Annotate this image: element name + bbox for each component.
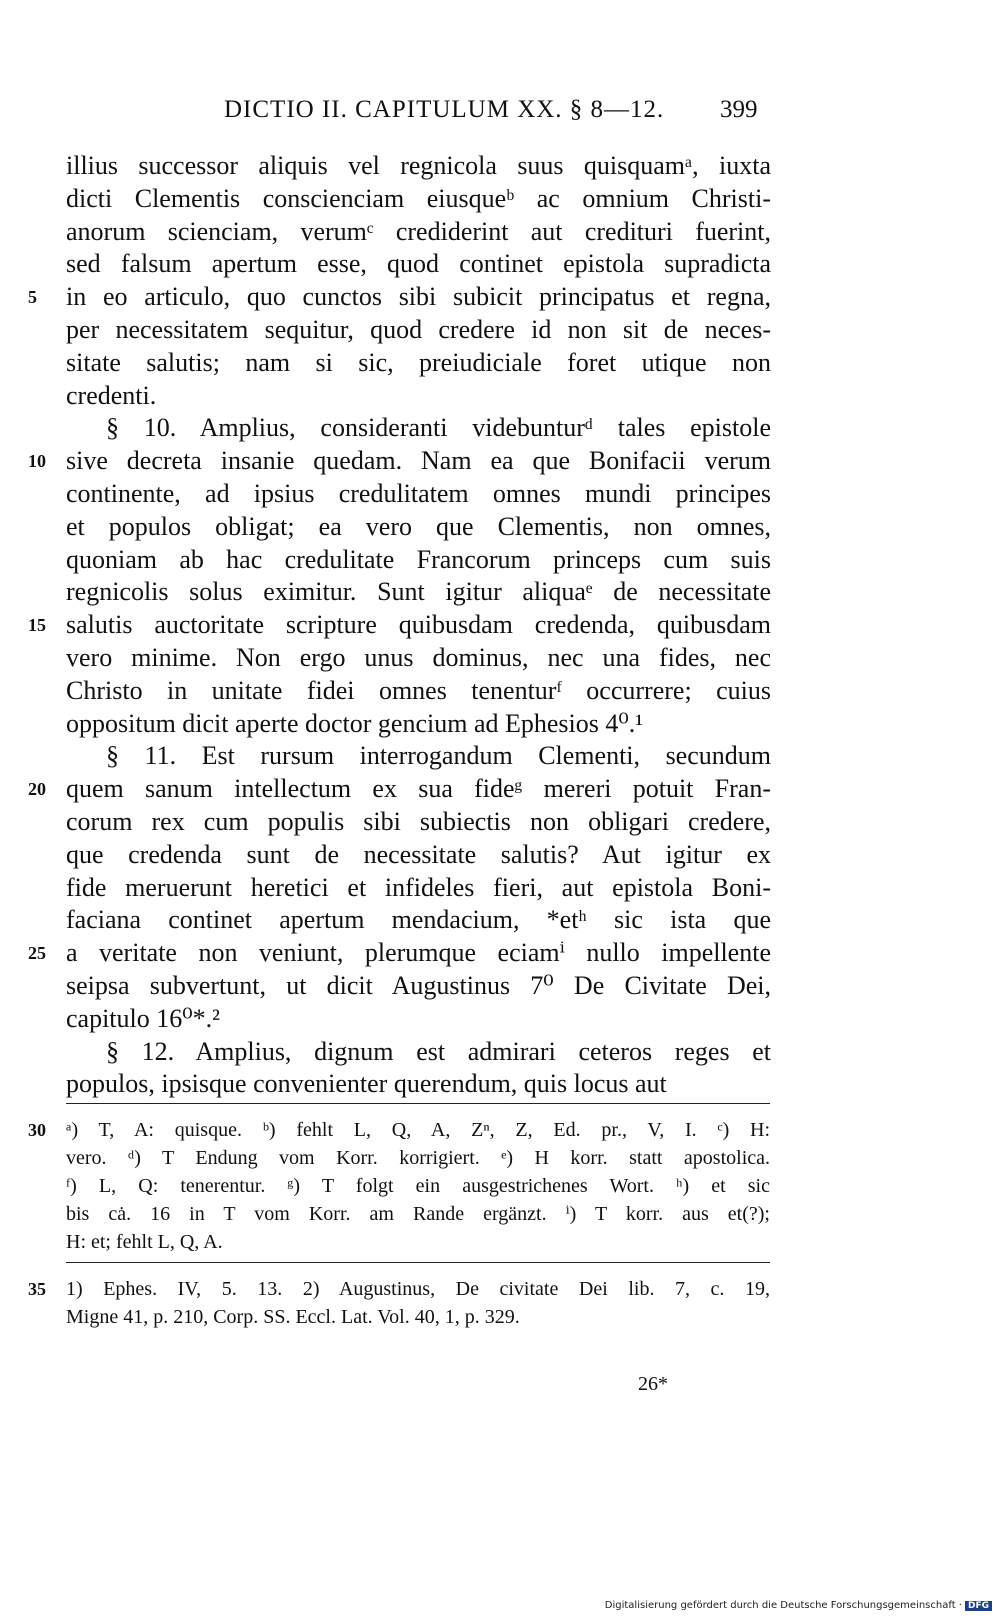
line-text: continente, ad ipsius credulitatem omnes mundi principes [66,478,771,508]
dfg-logo: DFG [965,1601,992,1611]
line-text: Migne 41, p. 210, Corp. SS. Eccl. Lat. Vol. 40, 1, p. 329. [66,1306,520,1328]
digitization-credit [605,1600,992,1611]
text-line [28,445,771,478]
line-text: regnicolis solus eximitur. Sunt igitur aliquaᵉ de necessitate [66,577,771,607]
line-text: credenti. [66,380,157,410]
text-line [66,314,771,347]
text-line [66,412,771,445]
line-text: capitulo 16⁰*.² [66,1003,220,1033]
line-number: 20 [28,779,46,800]
running-header [0,96,1000,136]
line-number: 5 [28,287,37,308]
line-text: Christo in unitate fidei omnes tenenturᶠ occurrere; cuius [66,675,771,705]
line-text: corum rex cum populis sibi subiectis non obligari credere, [66,806,771,836]
line-text: quoniam ab hac credulitate Francorum princeps cum suis [66,544,771,574]
line-text: anorum scienciam, verumᶜ crediderint aut credituri fuerint, [66,216,771,246]
line-text: 1) Ephes. IV, 5. 13. 2) Augustinus, De civitate Dei lib. 7, c. 19, [66,1278,770,1300]
text-line [66,183,771,216]
text-line [66,347,771,380]
signature-mark: 26* [638,1373,668,1395]
credit-text: Digitalisierung gefördert durch die Deutsche Forschungsgemeinschaft · [604,1600,962,1611]
text-line [66,970,771,1003]
text-line [28,609,771,642]
line-text: salutis auctoritate scripture quibusdam credenda, quibusdam [66,610,771,640]
text-line [66,642,771,675]
text-line [66,839,771,872]
line-number: 35 [28,1279,46,1299]
line-text: que credenda sunt de necessitate salutis? Aut igitur ex [66,839,771,869]
text-line [66,806,771,839]
text-line [28,773,771,806]
line-text: populos, ipsisque convenienter querendum, quis locus aut [66,1069,667,1099]
text-line [66,544,771,577]
text-line [66,380,771,413]
text-line [66,150,771,183]
line-text: ᶠ) L, Q: tenerentur. ᵍ) T folgt ein ausgestrichenes Wort. ʰ) et sic [66,1175,770,1197]
text-line [28,281,771,314]
line-text: § 10. Amplius, consideranti videbunturᵈ tales epistole [106,413,771,443]
line-text: per necessitatem sequitur, quod credere id non sit de neces- [66,314,771,344]
text-line [66,904,771,937]
text-line [66,1036,771,1069]
line-text: vero. ᵈ) T Endung vom Korr. korrigiert. ᵉ) H korr. statt apostolica. [66,1147,770,1169]
line-text: illius successor aliquis vel regnicola suus quisquamᵃ, iuxta [66,151,771,180]
apparatus-rule [66,1103,770,1104]
source-line [28,1275,770,1303]
line-text: H: et; fehlt L, Q, A. [66,1231,223,1253]
apparatus-line [66,1172,770,1200]
text-line [66,511,771,544]
line-text: ᵃ) T, A: quisque. ᵇ) fehlt L, Q, A, Zⁿ, Z, Ed. pr., V, I. ᶜ) H: [66,1119,770,1141]
sources-rule [66,1262,770,1263]
text-line [66,248,771,281]
line-text: quem sanum intellectum ex sua fideᵍ mereri potuit Fran- [66,774,771,804]
main-text [28,150,771,1101]
line-text: sed falsum apertum esse, quod continet epistola supradicta [66,249,771,279]
line-text: oppositum dicit aperte doctor gencium ad Ephesios 4⁰.¹ [66,708,644,738]
line-text: fide meruerunt heretici et infideles fieri, aut epistola Boni- [66,872,771,902]
line-text: vero minime. Non ergo unus dominus, nec una fides, nec [66,642,771,672]
line-text: in eo articulo, quo cunctos sibi subicit principatus et regna, [66,282,771,312]
text-line [66,216,771,249]
line-number: 15 [28,615,46,636]
source-notes [28,1275,770,1331]
line-number: 25 [28,943,46,964]
text-line [66,1068,771,1101]
apparatus-line [66,1200,770,1228]
line-text: § 12. Amplius, dignum est admirari ceteros reges et [106,1036,771,1066]
line-text: faciana continet apertum mendacium, *etʰ sic ista que [66,905,771,935]
line-number: 10 [28,451,46,472]
text-line [66,576,771,609]
text-line [66,675,771,708]
line-number: 30 [28,1120,46,1140]
text-line [66,478,771,511]
apparatus-line [66,1144,770,1172]
line-text: bis cȧ. 16 in T vom Korr. am Rande ergänzt. ⁱ) T korr. aus et(?); [66,1203,770,1225]
source-line [66,1303,770,1331]
critical-apparatus [28,1116,770,1256]
running-title: DICTIO II. CAPITULUM XX. § 8—12. [224,96,665,123]
line-text: dicti Clementis conscienciam eiusqueᵇ ac omnium Christi- [66,183,771,213]
text-line [28,937,771,970]
text-line [66,872,771,905]
apparatus-line [66,1228,770,1256]
text-line [66,1003,771,1036]
line-text: seipsa subvertunt, ut dicit Augustinus 7⁰ De Civitate Dei, [66,970,771,1000]
text-line [66,708,771,741]
page-number: 399 [720,96,758,123]
line-text: § 11. Est rursum interrogandum Clementi, secundum [106,741,771,771]
line-text: sitate salutis; nam si sic, preiudiciale foret utique non [66,347,771,377]
line-text: sive decreta insanie quedam. Nam ea que Bonifacii verum [66,446,771,476]
line-text: a veritate non veniunt, plerumque eciamⁱ nullo impellente [66,938,771,968]
apparatus-line [28,1116,770,1144]
line-text: et populos obligat; ea vero que Clementis, non omnes, [66,511,771,541]
text-line [66,740,771,773]
